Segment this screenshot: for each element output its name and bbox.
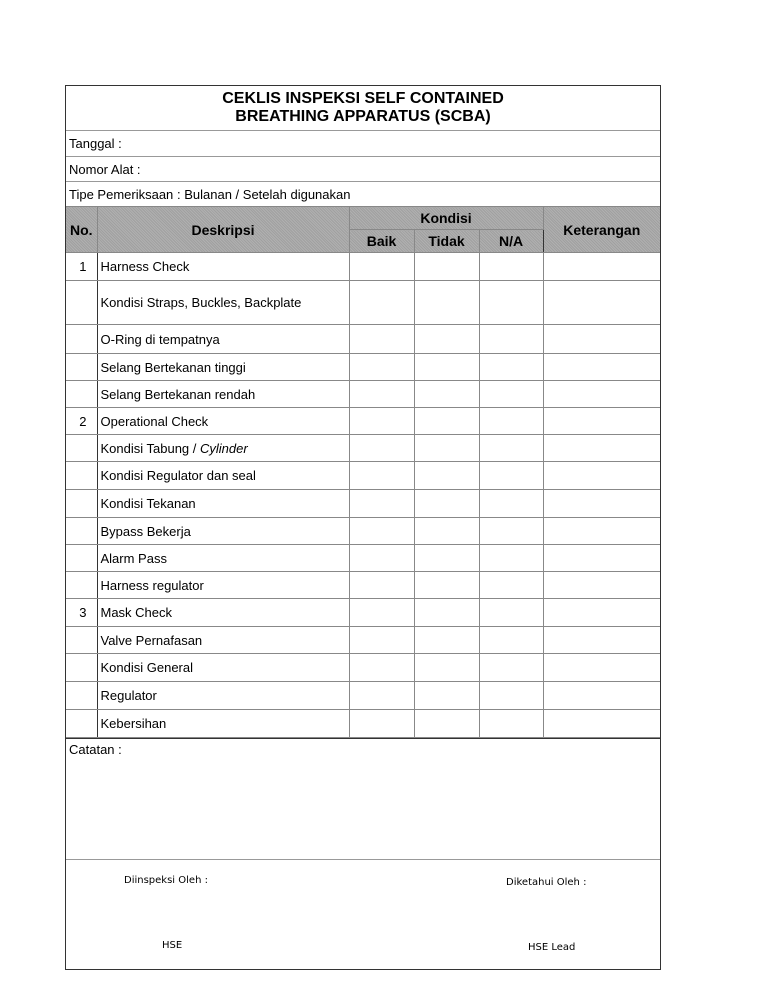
keterangan-cell[interactable]: [543, 654, 660, 682]
table-row: [66, 462, 660, 490]
check-baik[interactable]: [349, 545, 414, 572]
check-na[interactable]: [479, 654, 543, 682]
check-na[interactable]: [479, 627, 543, 654]
row-description: Mask Check: [97, 599, 349, 627]
row-description: Kebersihan: [97, 710, 349, 738]
keterangan-cell[interactable]: [543, 572, 660, 599]
check-tidak[interactable]: [414, 253, 479, 281]
keterangan-cell[interactable]: [543, 281, 660, 325]
row-description: Harness regulator: [97, 572, 349, 599]
keterangan-cell[interactable]: [543, 710, 660, 738]
catatan-area[interactable]: Catatan :: [66, 738, 660, 859]
check-na[interactable]: [479, 518, 543, 545]
check-tidak[interactable]: [414, 627, 479, 654]
table-row: [66, 518, 660, 545]
table-row: [66, 599, 660, 627]
row-number: [66, 354, 97, 381]
form-title: CEKLIS INSPEKSI SELF CONTAINED BREATHING APPARATUS (SCBA): [66, 86, 660, 131]
check-tidak[interactable]: [414, 325, 479, 354]
table-row: [66, 281, 660, 325]
row-number: [66, 627, 97, 654]
row-number: [66, 462, 97, 490]
hse-lead-signatory: HSE Lead: [528, 942, 576, 953]
check-tidak[interactable]: [414, 490, 479, 518]
check-baik[interactable]: [349, 627, 414, 654]
check-tidak[interactable]: [414, 710, 479, 738]
row-number: 1: [66, 253, 97, 281]
table-row: [66, 253, 660, 281]
check-na[interactable]: [479, 572, 543, 599]
row-description: Selang Bertekanan rendah: [97, 381, 349, 408]
keterangan-cell[interactable]: [543, 627, 660, 654]
row-number: [66, 710, 97, 738]
table-row: [66, 654, 660, 682]
check-tidak[interactable]: [414, 518, 479, 545]
row-number: [66, 435, 97, 462]
row-number: [66, 518, 97, 545]
check-na[interactable]: [479, 599, 543, 627]
check-tidak[interactable]: [414, 381, 479, 408]
check-na[interactable]: [479, 253, 543, 281]
row-description: Kondisi Regulator dan seal: [97, 462, 349, 490]
keterangan-cell[interactable]: [543, 462, 660, 490]
check-tidak[interactable]: [414, 654, 479, 682]
signature-section: [66, 859, 660, 969]
diinspeksi-label: Diinspeksi Oleh :: [124, 875, 208, 886]
tipe-pemeriksaan-field: Tipe Pemeriksaan : Bulanan / Setelah digunakan: [69, 186, 351, 202]
table-row: [66, 490, 660, 518]
row-description: Bypass Bekerja: [97, 518, 349, 545]
row-number: [66, 682, 97, 710]
row-number: [66, 545, 97, 572]
row-number: [66, 654, 97, 682]
header-no: No.: [66, 207, 97, 253]
check-na[interactable]: [479, 545, 543, 572]
keterangan-cell[interactable]: [543, 381, 660, 408]
table-row: [66, 572, 660, 599]
row-description: Selang Bertekanan tinggi: [97, 354, 349, 381]
table-row: [66, 627, 660, 654]
check-tidak[interactable]: [414, 281, 479, 325]
check-na[interactable]: [479, 710, 543, 738]
row-description: Harness Check: [97, 253, 349, 281]
check-na[interactable]: [479, 381, 543, 408]
header-deskripsi: Deskripsi: [97, 207, 349, 253]
row-description: Regulator: [97, 682, 349, 710]
keterangan-cell[interactable]: [543, 325, 660, 354]
keterangan-cell[interactable]: [543, 408, 660, 435]
row-description: Kondisi Tabung / Cylinder: [97, 435, 349, 462]
table-row: [66, 325, 660, 354]
header-na: N/A: [479, 230, 543, 253]
check-na[interactable]: [479, 435, 543, 462]
check-baik[interactable]: [349, 281, 414, 325]
header-kondisi: Kondisi: [349, 207, 543, 230]
check-tidak[interactable]: [414, 545, 479, 572]
header-tidak: Tidak: [414, 230, 479, 253]
keterangan-cell[interactable]: [543, 435, 660, 462]
keterangan-cell[interactable]: [543, 490, 660, 518]
check-baik[interactable]: [349, 518, 414, 545]
check-baik[interactable]: [349, 654, 414, 682]
header-keterangan: Keterangan: [543, 207, 660, 253]
check-baik[interactable]: [349, 435, 414, 462]
row-description: Valve Pernafasan: [97, 627, 349, 654]
table-row: [66, 545, 660, 572]
hse-signatory: HSE: [162, 940, 183, 951]
row-description: O-Ring di tempatnya: [97, 325, 349, 354]
check-baik[interactable]: [349, 325, 414, 354]
check-tidak[interactable]: [414, 572, 479, 599]
header-baik: Baik: [349, 230, 414, 253]
nomor-alat-field[interactable]: Nomor Alat :: [66, 157, 660, 182]
table-row: [66, 682, 660, 710]
row-number: [66, 325, 97, 354]
row-number: [66, 381, 97, 408]
table-row: [66, 710, 660, 738]
check-tidak[interactable]: [414, 354, 479, 381]
table-row: [66, 435, 660, 462]
keterangan-cell[interactable]: [543, 253, 660, 281]
row-number: [66, 490, 97, 518]
row-number: [66, 281, 97, 325]
check-na[interactable]: [479, 325, 543, 354]
keterangan-cell[interactable]: [543, 599, 660, 627]
table-row: [66, 354, 660, 381]
check-tidak[interactable]: [414, 599, 479, 627]
check-baik[interactable]: [349, 408, 414, 435]
check-tidak[interactable]: [414, 408, 479, 435]
tanggal-field[interactable]: Tanggal :: [66, 131, 660, 157]
row-description: Kondisi Tekanan: [97, 490, 349, 518]
row-number: 3: [66, 599, 97, 627]
check-baik[interactable]: [349, 253, 414, 281]
check-na[interactable]: [479, 281, 543, 325]
check-baik[interactable]: [349, 599, 414, 627]
keterangan-cell[interactable]: [543, 354, 660, 381]
row-number: 2: [66, 408, 97, 435]
table-row: [66, 381, 660, 408]
row-description: Kondisi General: [97, 654, 349, 682]
check-baik[interactable]: [349, 490, 414, 518]
checklist-table: [66, 206, 660, 738]
row-description: Alarm Pass: [97, 545, 349, 572]
table-row: [66, 408, 660, 435]
check-baik[interactable]: [349, 710, 414, 738]
check-baik[interactable]: [349, 462, 414, 490]
check-na[interactable]: [479, 354, 543, 381]
row-description: Kondisi Straps, Buckles, Backplate: [97, 281, 349, 325]
check-na[interactable]: [479, 408, 543, 435]
row-number: [66, 572, 97, 599]
inspection-form: [65, 85, 661, 970]
diketahui-label: Diketahui Oleh :: [506, 877, 587, 888]
check-tidak[interactable]: [414, 435, 479, 462]
check-baik[interactable]: [349, 682, 414, 710]
keterangan-cell[interactable]: [543, 518, 660, 545]
keterangan-cell[interactable]: [543, 545, 660, 572]
check-baik[interactable]: [349, 354, 414, 381]
check-na[interactable]: [479, 682, 543, 710]
row-description: Operational Check: [97, 408, 349, 435]
check-tidak[interactable]: [414, 682, 479, 710]
check-tidak[interactable]: [414, 462, 479, 490]
check-na[interactable]: [479, 462, 543, 490]
keterangan-cell[interactable]: [543, 682, 660, 710]
check-baik[interactable]: [349, 572, 414, 599]
check-baik[interactable]: [349, 381, 414, 408]
check-na[interactable]: [479, 490, 543, 518]
